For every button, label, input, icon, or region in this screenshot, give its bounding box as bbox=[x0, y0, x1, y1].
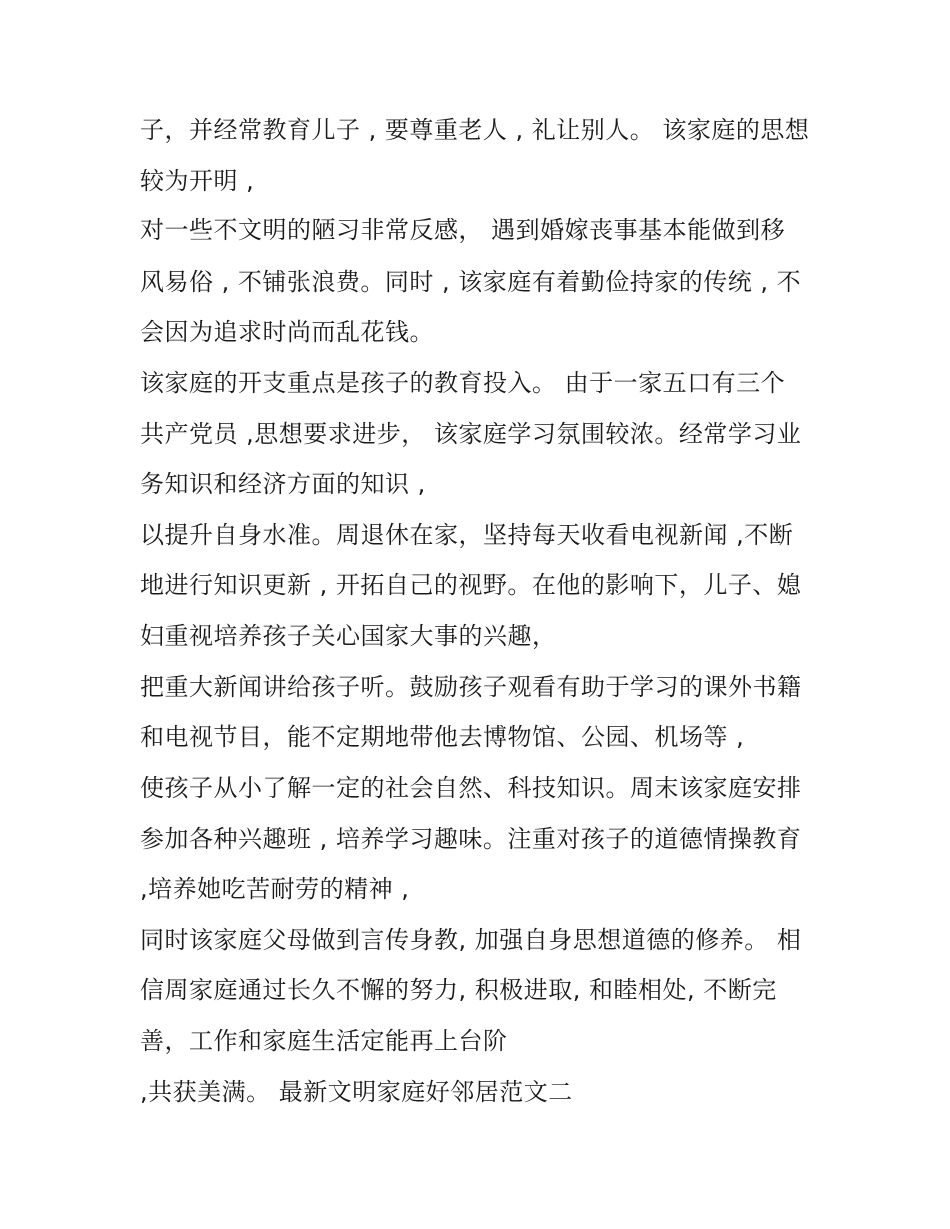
text-line: 参加各种兴趣班 , 培养学习趣味。注重对孩子的道德情操教育 bbox=[140, 825, 802, 853]
text-line: ,培养她吃苦耐劳的精神 , bbox=[140, 875, 410, 903]
text-line: 务知识和经济方面的知识 , bbox=[140, 470, 426, 498]
text-line: 子，并经常教育儿子 , 要尊重老人 , 礼让别人。 该家庭的思想 bbox=[140, 116, 810, 144]
text-line: 会因为追求时尚而乱花钱。 bbox=[140, 318, 434, 346]
text-line: 善，工作和家庭生活定能再上台阶 bbox=[140, 1027, 508, 1055]
text-line: 妇重视培养孩子关心国家大事的兴趣， bbox=[140, 622, 557, 650]
text-line: 以提升自身水准。周退休在家，坚持每天收看电视新闻 ,不断 bbox=[140, 521, 794, 549]
text-line: 共产党员 ,思想要求进步， 该家庭学习氛围较浓。经常学习业 bbox=[140, 420, 802, 448]
text-line: ,共获美满。 最新文明家庭好邻居范文二 bbox=[140, 1078, 573, 1106]
text-line: 使孩子从小了解一定的社会自然、科技知识。周末该家庭安排 bbox=[140, 774, 802, 802]
text-line: 较为开明 , bbox=[140, 167, 255, 195]
text-line: 同时该家庭父母做到言传身教, 加强自身思想道德的修养。 相 bbox=[140, 926, 802, 954]
text-line: 和电视节目，能不定期地带他去博物馆、公园、机场等 , bbox=[140, 723, 745, 751]
text-line: 把重大新闻讲给孩子听。鼓励孩子观看有助于学习的课外书籍 bbox=[140, 673, 802, 701]
text-line: 风易俗 , 不铺张浪费。同时 , 该家庭有着勤俭持家的传统 , 不 bbox=[140, 268, 802, 296]
text-line: 该家庭的开支重点是孩子的教育投入。 由于一家五口有三个 bbox=[140, 369, 786, 397]
text-line: 信周家庭通过长久不懈的努力, 积极进取, 和睦相处, 不断完 bbox=[140, 976, 777, 1004]
text-line: 地进行知识更新 , 开拓自己的视野。在他的影响下，儿子、媳 bbox=[140, 571, 802, 599]
text-line: 对一些不文明的陋习非常反感， 遇到婚嫁丧事基本能做到移 bbox=[140, 216, 786, 244]
